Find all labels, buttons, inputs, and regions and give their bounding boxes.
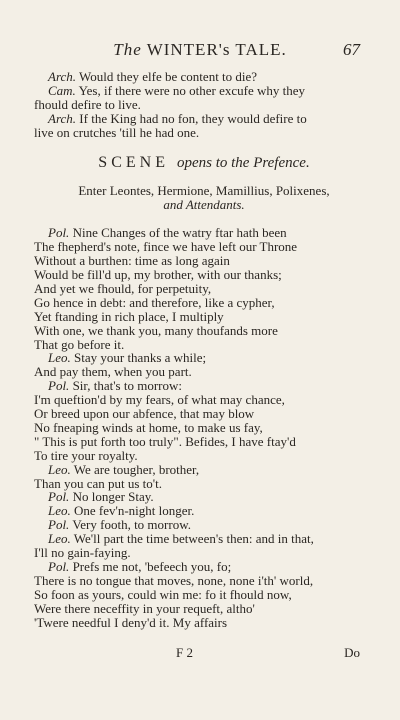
speaker-name: Pol. (48, 559, 70, 574)
line-text: fhould defire to live. (34, 96, 141, 112)
text-line (34, 449, 374, 463)
dialogue-block-1 (34, 70, 374, 140)
line-text: The fhepherd's note, fince we have left our Throne (34, 239, 298, 255)
scene-subtitle: opens to the Prefence. (176, 154, 310, 171)
text-line (34, 504, 374, 518)
line-text: Would they elfe be content to die? (76, 69, 258, 84)
text-line (34, 463, 374, 477)
line-text: Without a burthen: time as long again (34, 253, 230, 269)
page-footer (0, 645, 400, 665)
line-text: 'Twere needful I deny'd it. My affairs (34, 614, 228, 630)
speaker-name: Cam. (48, 82, 76, 98)
text-line (34, 310, 374, 324)
text-line (34, 84, 374, 98)
scene-heading (34, 153, 374, 171)
scene-label: SCENE (98, 153, 169, 171)
stage-direction-cont: and Attendants. (163, 197, 245, 213)
text-line (34, 268, 374, 282)
text-line (34, 112, 374, 126)
text-line (34, 477, 374, 491)
line-text: To tire your royalty. (34, 447, 138, 463)
line-text: Or breed upon our abfence, that may blow (34, 406, 255, 422)
line-text: Would be fill'd up, my brother, with our thanks; (34, 266, 282, 282)
line-text: " This is put forth too truly". Befides, I have ftay'd (34, 433, 296, 449)
stage-direction: Enter Leontes, Hermione, Mamillius, Polixenes, (78, 183, 330, 199)
line-text: Were there neceffity in your requeft, altho' (34, 600, 255, 616)
title-main: WINTER's (146, 40, 231, 59)
text-line (34, 421, 374, 435)
speaker-name: Arch. (48, 110, 77, 126)
text-line (34, 602, 374, 616)
line-text: Very footh, to morrow. (69, 517, 191, 533)
speaker-name: Leo. (48, 503, 71, 519)
page-header (0, 40, 400, 60)
page-number: 67 (343, 40, 360, 59)
text-line (34, 240, 374, 254)
line-text: And yet we fhould, for perpetuity, (34, 280, 212, 296)
speaker-name: Pol. (48, 517, 70, 533)
line-text: There is no tongue that moves, none, none i'th' world, (34, 572, 314, 588)
title-prefix: The (113, 40, 142, 59)
speaker-name: Arch. (48, 69, 77, 84)
signature-mark: F 2 (176, 645, 193, 660)
speaker-name: Pol. (48, 378, 70, 394)
speaker-name: Leo. (48, 531, 71, 547)
text-line (34, 282, 374, 296)
text-line (34, 435, 374, 449)
line-text: Stay your thanks a while; (70, 350, 207, 366)
text-line (34, 365, 374, 379)
text-line (34, 518, 374, 532)
line-text: live on crutches 'till he had one. (34, 124, 200, 140)
line-text: No longer Stay. (69, 489, 154, 505)
line-text: We are tougher, brother, (70, 461, 200, 477)
text-line (34, 379, 374, 393)
line-text: Nine Changes of the watry ftar hath been (69, 225, 287, 241)
catchword: Do (344, 645, 360, 660)
line-text: Prefs me not, 'befeech you, fo; (69, 559, 232, 574)
dialogue-block-2 (34, 226, 374, 629)
text-line (34, 338, 374, 352)
line-text: Yet ftanding in rich place, I multiply (34, 308, 224, 324)
text-line (34, 407, 374, 421)
text-line (34, 254, 374, 268)
line-text: And pay them, when you part. (34, 364, 192, 380)
line-text: Yes, if there were no other excufe why they (75, 82, 306, 98)
text-line (34, 226, 374, 240)
speaker-name: Leo. (48, 350, 71, 366)
body-text (34, 70, 374, 630)
line-text: If the King had no fon, they would defire to (76, 110, 307, 126)
line-text: Than you can put us to't. (34, 475, 162, 491)
line-text: So foon as yours, could win me: fo it fhould now, (34, 586, 292, 602)
line-text: I'll no gain-faying. (34, 545, 131, 561)
speaker-name: Leo. (48, 461, 71, 477)
text-line (34, 126, 374, 140)
text-line (34, 98, 374, 112)
line-text: I'm queftion'd by my fears, of what may chance, (34, 392, 285, 408)
line-text: One fev'n-night longer. (70, 503, 195, 519)
line-text: With one, we thank you, many thoufands more (34, 322, 278, 338)
title-suffix: TALE. (235, 40, 287, 59)
line-text: That go before it. (34, 336, 125, 352)
line-text: Sir, that's to morrow: (69, 378, 182, 394)
line-text: Go hence in debt: and therefore, like a cypher, (34, 294, 275, 310)
line-text: We'll part the time between's then: and in that, (70, 531, 314, 547)
text-line (34, 560, 374, 574)
text-line (34, 532, 374, 546)
text-line (34, 588, 374, 602)
text-line (34, 393, 374, 407)
line-text: No fneaping winds at home, to make us fay, (34, 419, 263, 435)
text-line (34, 574, 374, 588)
text-line (34, 324, 374, 338)
text-line (34, 351, 374, 365)
running-title (0, 40, 400, 60)
speaker-name: Pol. (48, 225, 70, 241)
speaker-name: Pol. (48, 489, 70, 505)
text-line (34, 296, 374, 310)
text-line (34, 616, 374, 630)
text-line (34, 490, 374, 504)
text-line (34, 546, 374, 560)
text-line (34, 70, 374, 84)
